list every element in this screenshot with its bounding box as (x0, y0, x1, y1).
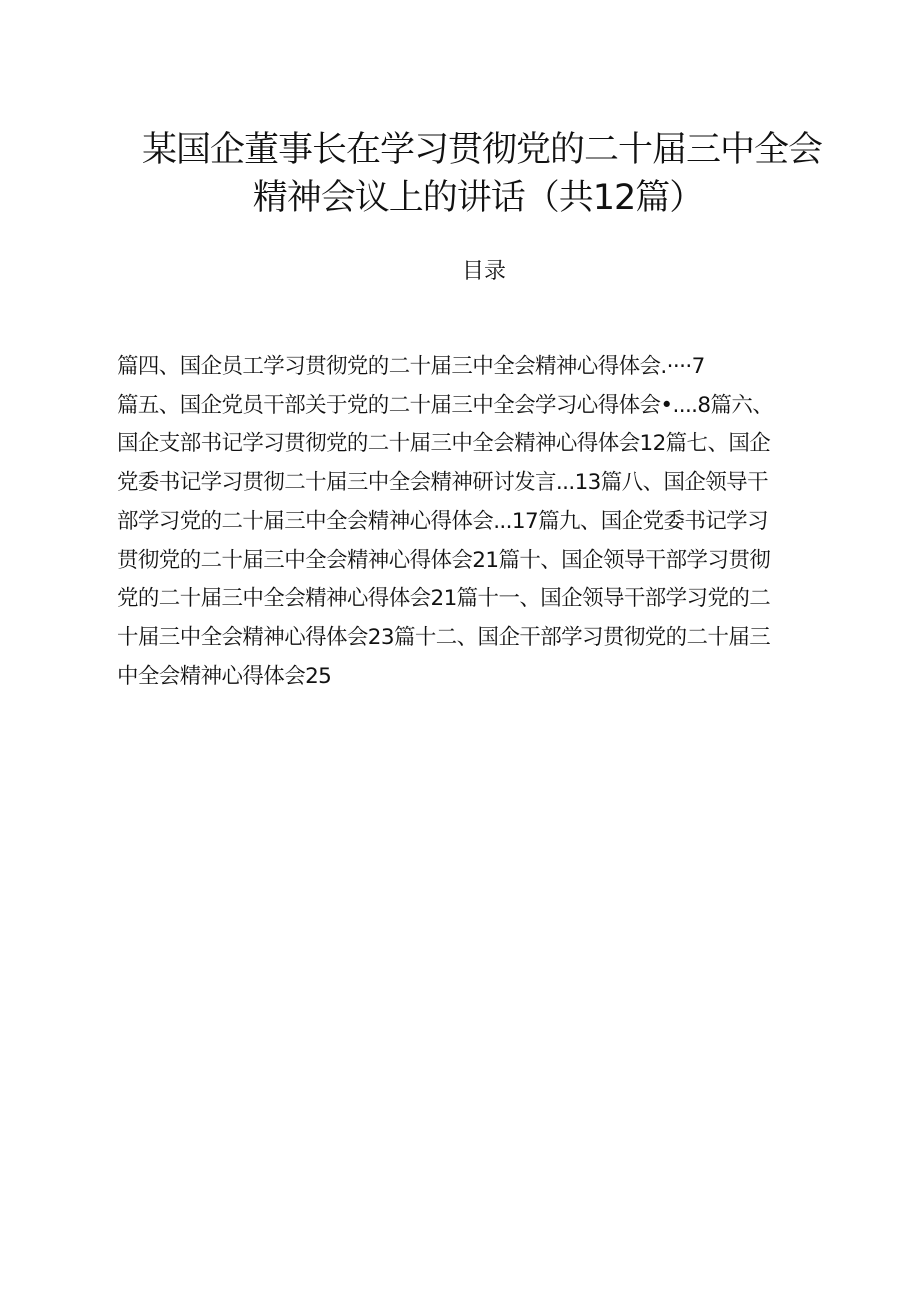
toc-line: 国企支部书记学习贯彻党的二十届三中全会精神心得体会12篇七、国企 (117, 431, 771, 457)
toc-line: 党委书记学习贯彻二十届三中全会精神研讨发言...13篇八、国企领导干 (117, 470, 768, 496)
toc-line: 党的二十届三中全会精神心得体会21篇十一、国企领导干部学习党的二 (117, 586, 771, 612)
toc-line: 部学习党的二十届三中全会精神心得体会...17篇九、国企党委书记学习 (117, 508, 768, 534)
toc-heading: 目录 (461, 259, 506, 284)
toc-line: 篇五、国企党员干部关于党的二十届三中全会学习心得体会•....8篇六、 (117, 392, 774, 418)
toc-line: 篇四、国企员工学习贯彻党的二十届三中全会精神心得体会.····7 (117, 354, 705, 379)
toc-line: 贯彻党的二十届三中全会精神心得体会21篇十、国企领导干部学习贯彻 (117, 547, 771, 573)
document-title-line-1: 某国企董事长在学习贯彻党的二十届三中全会 (141, 130, 822, 170)
table-of-contents (117, 348, 837, 696)
toc-line: 中全会精神心得体会25 (117, 663, 332, 689)
toc-line: 十届三中全会精神心得体会23篇十二、国企干部学习贯彻党的二十届三 (117, 624, 771, 650)
document-title-line-2: 精神会议上的讲话（共12篇） (252, 178, 704, 218)
